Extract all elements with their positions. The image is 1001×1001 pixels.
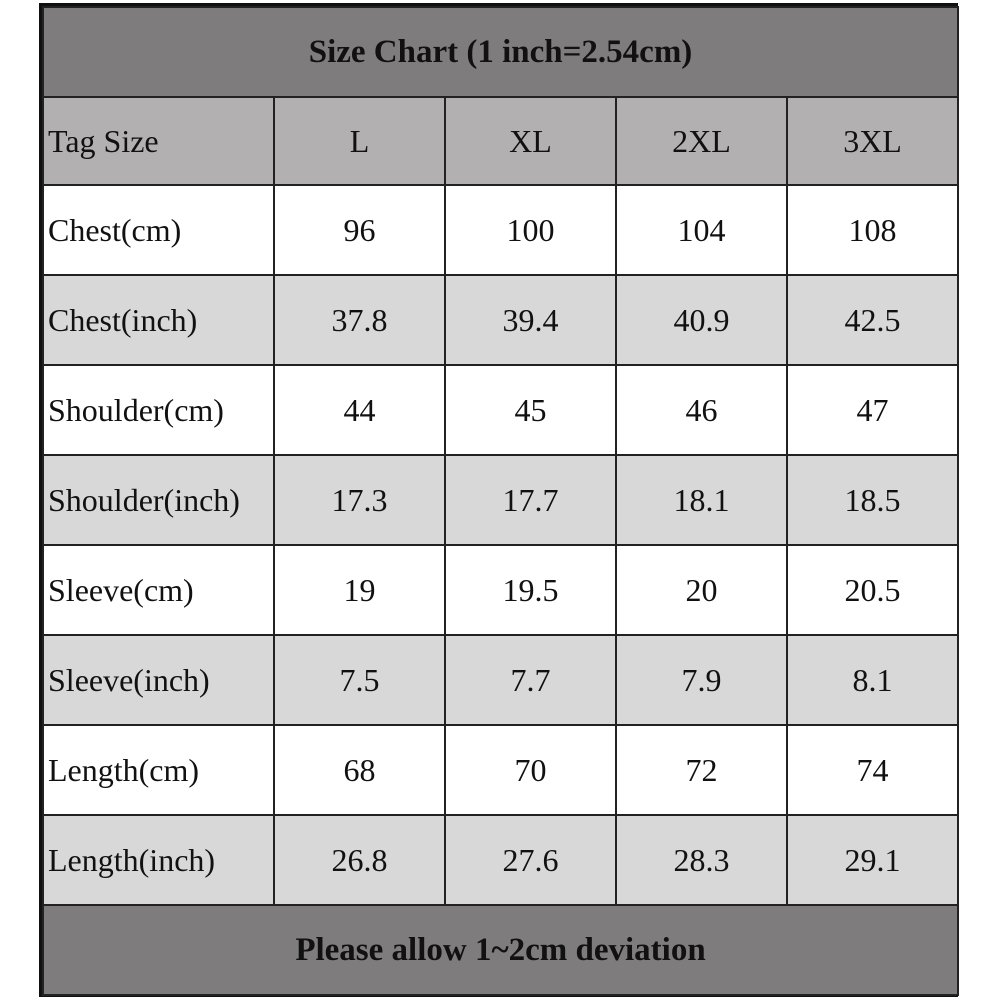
cell-value: 27.6 — [445, 815, 616, 905]
cell-value: 17.3 — [274, 455, 445, 545]
cell-value: 7.5 — [274, 635, 445, 725]
table-row — [43, 635, 958, 725]
header-size-2xl: 2XL — [616, 97, 787, 185]
row-label: Sleeve(cm) — [43, 545, 274, 635]
cell-value: 40.9 — [616, 275, 787, 365]
size-chart — [39, 3, 958, 997]
cell-value: 18.5 — [787, 455, 958, 545]
cell-value: 20 — [616, 545, 787, 635]
row-label: Length(inch) — [43, 815, 274, 905]
cell-value: 7.7 — [445, 635, 616, 725]
cell-value: 96 — [274, 185, 445, 275]
row-label: Chest(inch) — [43, 275, 274, 365]
cell-value: 8.1 — [787, 635, 958, 725]
header-row — [43, 97, 958, 185]
cell-value: 44 — [274, 365, 445, 455]
cell-value: 42.5 — [787, 275, 958, 365]
cell-value: 19 — [274, 545, 445, 635]
cell-value: 37.8 — [274, 275, 445, 365]
chart-title: Size Chart (1 inch=2.54cm) — [43, 7, 958, 97]
cell-value: 39.4 — [445, 275, 616, 365]
table-row — [43, 725, 958, 815]
cell-value: 20.5 — [787, 545, 958, 635]
table-row — [43, 365, 958, 455]
cell-value: 46 — [616, 365, 787, 455]
table-row — [43, 545, 958, 635]
deviation-note: Please allow 1~2cm deviation — [43, 905, 958, 995]
cell-value: 104 — [616, 185, 787, 275]
cell-value: 29.1 — [787, 815, 958, 905]
size-table — [42, 6, 959, 996]
header-label: Tag Size — [43, 97, 274, 185]
cell-value: 26.8 — [274, 815, 445, 905]
table-row — [43, 455, 958, 545]
table-row — [43, 815, 958, 905]
row-label: Shoulder(cm) — [43, 365, 274, 455]
cell-value: 70 — [445, 725, 616, 815]
header-size-xl: XL — [445, 97, 616, 185]
cell-value: 19.5 — [445, 545, 616, 635]
row-label: Sleeve(inch) — [43, 635, 274, 725]
cell-value: 100 — [445, 185, 616, 275]
cell-value: 45 — [445, 365, 616, 455]
cell-value: 7.9 — [616, 635, 787, 725]
table-row — [43, 275, 958, 365]
cell-value: 47 — [787, 365, 958, 455]
header-size-l: L — [274, 97, 445, 185]
title-row — [43, 7, 958, 97]
cell-value: 68 — [274, 725, 445, 815]
cell-value: 72 — [616, 725, 787, 815]
cell-value: 18.1 — [616, 455, 787, 545]
row-label: Chest(cm) — [43, 185, 274, 275]
row-label: Shoulder(inch) — [43, 455, 274, 545]
table-row — [43, 185, 958, 275]
cell-value: 74 — [787, 725, 958, 815]
header-size-3xl: 3XL — [787, 97, 958, 185]
cell-value: 17.7 — [445, 455, 616, 545]
row-label: Length(cm) — [43, 725, 274, 815]
cell-value: 108 — [787, 185, 958, 275]
cell-value: 28.3 — [616, 815, 787, 905]
footer-row — [43, 905, 958, 995]
